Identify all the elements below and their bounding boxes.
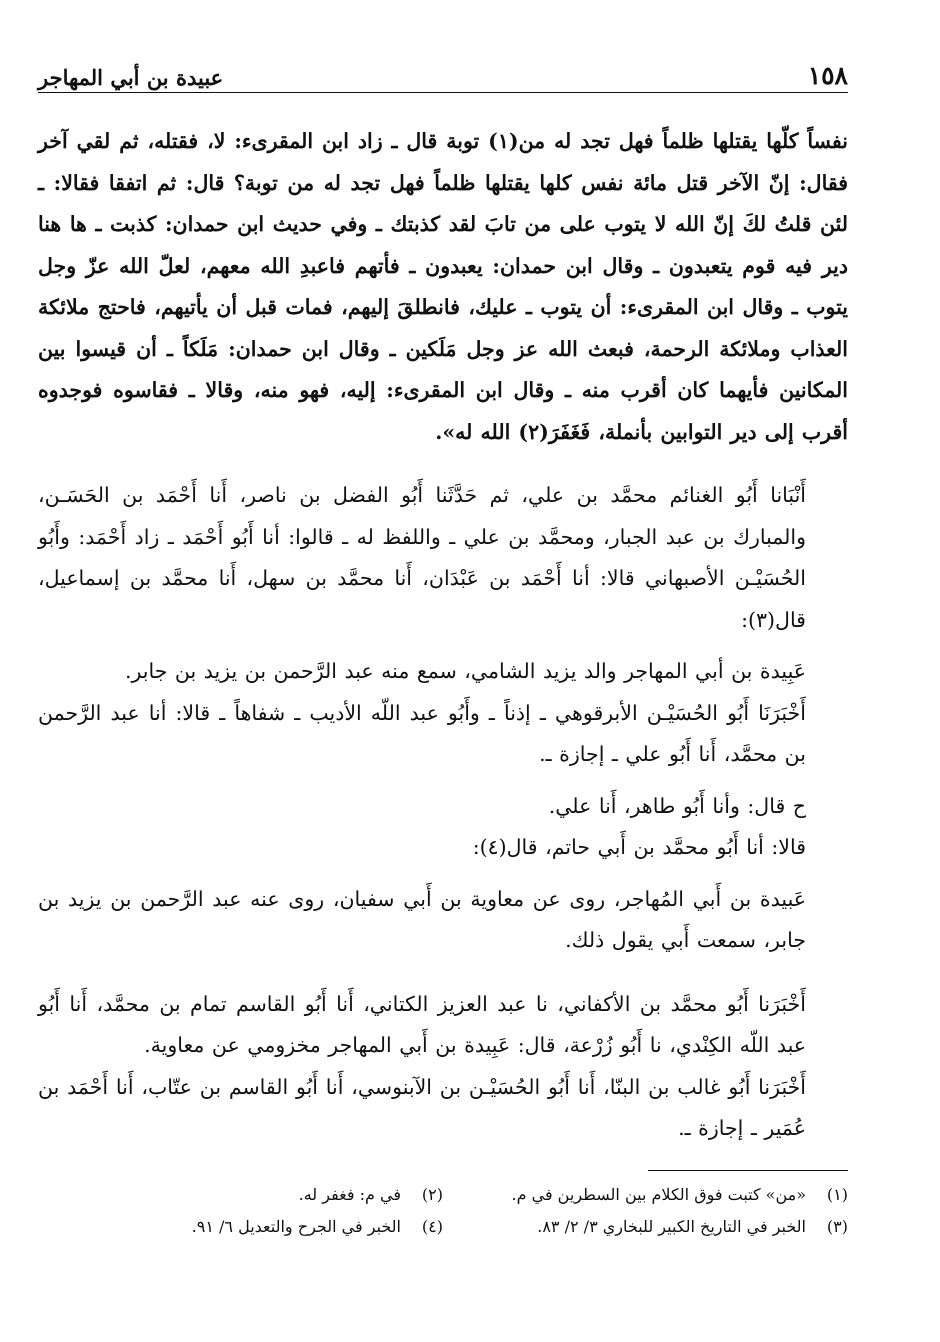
page-body	[38, 121, 848, 1150]
paragraph-qala: قالا: أنا أَبُو محمَّد بن أَبي حاتم، قال(٤):	[472, 835, 806, 859]
footnote-separator	[648, 1170, 848, 1171]
paragraph-isnad-1: أَنْبَانا أَبُو الغنائم محمَّد بن علي، ثم حَدَّثَنا أَبُو الفضل بن ناصر، أَنا أَحْمَد بن الحَسَـن، والمبارك بن عبد الجبار، ومحمَّد بن علي ـ واللفظ له ـ قالوا: أنا أَبُو أَحْمَد ـ زاد أَحْمَد: وأَبُو الحُسَيْـن الأصبهاني قالا: أنا أَحْمَد بن عَبْدَان، أَنا محمَّد بن سهل، أَنا محمَّد بن إسماعيل، قال(٣):	[38, 483, 806, 632]
running-head: عبيدة بن أبي المهاجر	[38, 65, 224, 90]
footnote-text: الخبر في الجرح والتعديل ٦/ ٩١.	[191, 1216, 401, 1236]
paragraph-isnad-4: أَخْبَرَنا أَبُو غالب بن البنّا، أَنا أَبُو الحُسَيْـن بن الآبنوسي، أَنا أَبُو القاسم بن عتّاب، أَنا أَحْمَد بن عُمَير ـ إجازة ـ.	[38, 1074, 806, 1140]
footnote-4	[38, 1213, 443, 1241]
page-header	[38, 52, 848, 93]
footnote-3	[443, 1213, 848, 1241]
page-number: ١٥٨	[807, 61, 848, 90]
paragraph-hadith-continuation: نفساً كلّها يقتلها ظلماً فهل تجد له من(١) توبة قال ـ زاد ابن المقرىء: لا، فقتله، ثم لقي آخر فقال: إنّ الآخر قتل مائة نفس كلها يقتلها ظلماً فهل تجد له من توبة؟ قال: ثم اتفقا فقالا: ـ لئن قلتُ لكَ إنّ الله لا يتوب على من تابَ لقد كذبتك ـ وفي حديث ابن حمدان: كذبت ـ ها هنا دير فيه قوم يتعبدون ـ وقال ابن حمدان: يعبدون ـ فأتهم فاعبدِ الله معهم، لعلّ الله عزّ وجل يتوب ـ وقال ابن المقرىء: أن يتوب ـ عليك، فانطلقَ إليهم، فمات قبل أن يأتيهم، فاحتج ملائكة العذاب وملائكة الرحمة، فبعث الله عز وجل مَلَكين ـ وقال ابن حمدان: مَلَكاً ـ أن قيسوا بين المكانين فأيهما كان أقرب منه ـ وقال ابن المقرىء: إليه، فهو منه، وقالا ـ فقاسوه فوجدوه أقرب إلى دير التوابين بأنملة، فَغَفَرَ(٢) الله له».	[38, 129, 849, 444]
footnote-text: في م: فغفر له.	[298, 1184, 401, 1204]
paragraph-bukhari-entry: عَبِيدة بن أبي المهاجر والد يزيد الشامي، سمع منه عبد الرَّحمن بن يزيد بن جابر.	[124, 659, 806, 683]
footnote-text: الخبر في التاريخ الكبير للبخاري ٣/ ٢/ ٨٣.	[537, 1216, 806, 1236]
footnote-number: (٤)	[421, 1216, 443, 1236]
footnote-number: (١)	[826, 1184, 848, 1204]
footnote-1	[443, 1181, 848, 1209]
footnote-number: (٣)	[826, 1216, 848, 1236]
paragraph-ha-qala: ح قال: وأنا أَبُو طاهر، أَنا علي.	[548, 793, 806, 818]
footnotes	[38, 1181, 848, 1241]
paragraph-isnad-3: أَخْبَرَنا أَبُو محمَّد بن الأكفاني، نا عبد العزيز الكتاني، أَنا أَبُو القاسم تمام بن محمَّد، أَنا أَبُو عبد اللّه الكِنْدي، نا أَبُو زُرْعة، قال: عَبِيدة بن أَبي المهاجر مخزومي عن معاوية.	[38, 991, 806, 1057]
paragraph-isnad-2: أَخْبَرَنَا أَبُو الحُسَيْـن الأبرقوهي ـ إذناً ـ وأَبُو عبد اللّه الأديب ـ شفاهاً ـ قالا: أنا عبد الرَّحمن بن محمَّد، أَنا أَبُو علي ـ إجازة ـ.	[38, 700, 806, 766]
paragraph-ibn-abi-hatim-entry: عَبيدة بن أَبي المُهاجر، روى عن معاوية بن أَبي سفيان، روى عنه عبد الرَّحمن بن يزيد بن جابر، سمعت أَبي يقول ذلك.	[38, 886, 806, 952]
footnote-text: «من» كتبت فوق الكلام بين السطرين في م.	[511, 1184, 806, 1204]
footnote-number: (٢)	[421, 1184, 443, 1204]
footnote-2	[38, 1181, 443, 1209]
